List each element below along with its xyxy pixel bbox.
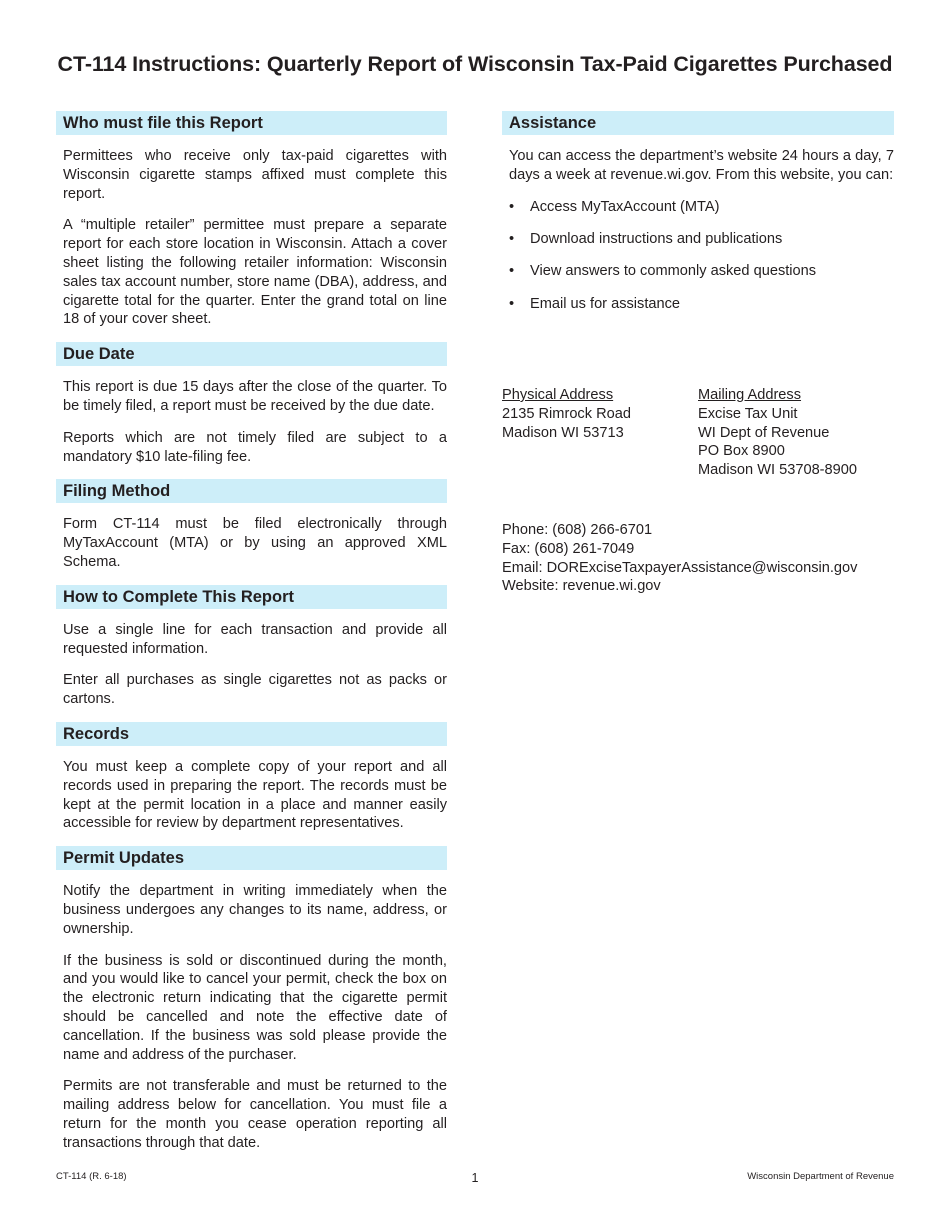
section-filing-method bbox=[56, 479, 447, 571]
section-heading: Filing Method bbox=[56, 479, 447, 503]
section-heading: Who must file this Report bbox=[56, 111, 447, 135]
paragraph: Reports which are not timely filed are subject to a mandatory $10 late-filing fee. bbox=[63, 429, 447, 465]
mailing-address-header: Mailing Address bbox=[698, 387, 802, 403]
section-heading: How to Complete This Report bbox=[56, 585, 447, 609]
paragraph: Notify the department in writing immediately when the business undergoes any changes to its name, address, or ownership. bbox=[63, 883, 447, 937]
list-item: • View answers to commonly asked questions bbox=[509, 263, 817, 280]
paragraph: Permittees who receive only tax-paid cigarettes with Wisconsin cigarette stamps affixed must complete this report. bbox=[63, 148, 447, 202]
page-title: CT-114 Instructions: Quarterly Report of Wisconsin Tax-Paid Cigarettes Purchased bbox=[57, 52, 893, 76]
physical-address-header: Physical Address bbox=[502, 387, 614, 403]
section-records bbox=[56, 722, 447, 833]
fax: Fax: (608) 261-7049 bbox=[502, 540, 635, 557]
section-heading: Records bbox=[56, 722, 447, 746]
paragraph: This report is due 15 days after the close of the quarter. To be timely filed, a report must be received by the due date. bbox=[63, 379, 447, 414]
bullet-icon: • bbox=[509, 198, 515, 215]
list-item: • Email us for assistance bbox=[509, 295, 681, 312]
list-item: • Download instructions and publications bbox=[509, 230, 783, 247]
footer-form-id: CT-114 (R. 6-18) bbox=[56, 1171, 127, 1182]
bullet-icon: • bbox=[509, 295, 515, 312]
paragraph: If the business is sold or discontinued during the month, and you would like to cancel your permit, check the box on the electronic return indicating that the cigarette permit should be cancelled and note the effective date of cancellation. If the business was sold please provide the name and address of the purchaser. bbox=[63, 952, 447, 1063]
section-assistance bbox=[502, 111, 894, 314]
paragraph: Form CT-114 must be filed electronically through MyTaxAccount (MTA) or by using an approved XML Schema. bbox=[63, 516, 447, 570]
website: Website: revenue.wi.gov bbox=[502, 578, 661, 595]
section-permit-updates bbox=[56, 846, 447, 1152]
list-item: • Access MyTaxAccount (MTA) bbox=[509, 198, 720, 215]
bullet-icon: • bbox=[509, 263, 515, 280]
paragraph: You must keep a complete copy of your report and all records used in preparing the report. The records must be kept at the permit location in a place and manner easily accessible for review by department representatives. bbox=[63, 758, 447, 832]
address-line: Madison WI 53708-8900 bbox=[698, 462, 858, 479]
section-heading: Assistance bbox=[502, 111, 894, 135]
bullet-icon: • bbox=[509, 230, 515, 247]
phone: Phone: (608) 266-6701 bbox=[502, 522, 653, 538]
section-heading: Due Date bbox=[56, 342, 447, 366]
paragraph: Enter all purchases as single cigarettes not as packs or cartons. bbox=[63, 672, 447, 708]
physical-address bbox=[502, 386, 631, 442]
assistance-intro: You can access the department’s website 24 hours a day, 7 days a week at revenue.wi.gov. From this website, you can: bbox=[509, 148, 894, 183]
address-line: WI Dept of Revenue bbox=[698, 424, 830, 441]
paragraph: Use a single line for each transaction and provide all requested information. bbox=[63, 621, 447, 657]
paragraph: A “multiple retailer” permittee must prepare a separate report for each store location in Wisconsin. Attach a cover sheet listing the following retailer information: Wisconsin sales tax account number, store name (DBA), address, and cigarette total for the quarter. Enter the grand total on line 18 of your cover sheet. bbox=[63, 217, 447, 328]
contact-info bbox=[502, 521, 857, 596]
assistance-list bbox=[502, 198, 894, 314]
address-line: 2135 Rimrock Road bbox=[502, 405, 631, 422]
email: Email: DORExciseTaxpayerAssistance@wisconsin.gov bbox=[502, 559, 858, 576]
footer-agency: Wisconsin Department of Revenue bbox=[747, 1171, 894, 1182]
address-line: Excise Tax Unit bbox=[698, 405, 798, 422]
address-line: PO Box 8900 bbox=[698, 443, 785, 460]
paragraph: Permits are not transferable and must be returned to the mailing address below for cancellation. You must file a return for the month you cease operation reporting all transactions through that date. bbox=[63, 1078, 447, 1151]
section-due-date bbox=[56, 342, 447, 466]
address-line: Madison WI 53713 bbox=[502, 424, 624, 441]
footer-page-number: 1 bbox=[471, 1171, 479, 1185]
right-column bbox=[502, 111, 894, 327]
left-column bbox=[56, 111, 447, 1165]
mailing-address bbox=[698, 386, 857, 480]
section-who-must-file bbox=[56, 111, 447, 329]
section-heading: Permit Updates bbox=[56, 846, 447, 870]
section-how-to-complete bbox=[56, 585, 447, 709]
